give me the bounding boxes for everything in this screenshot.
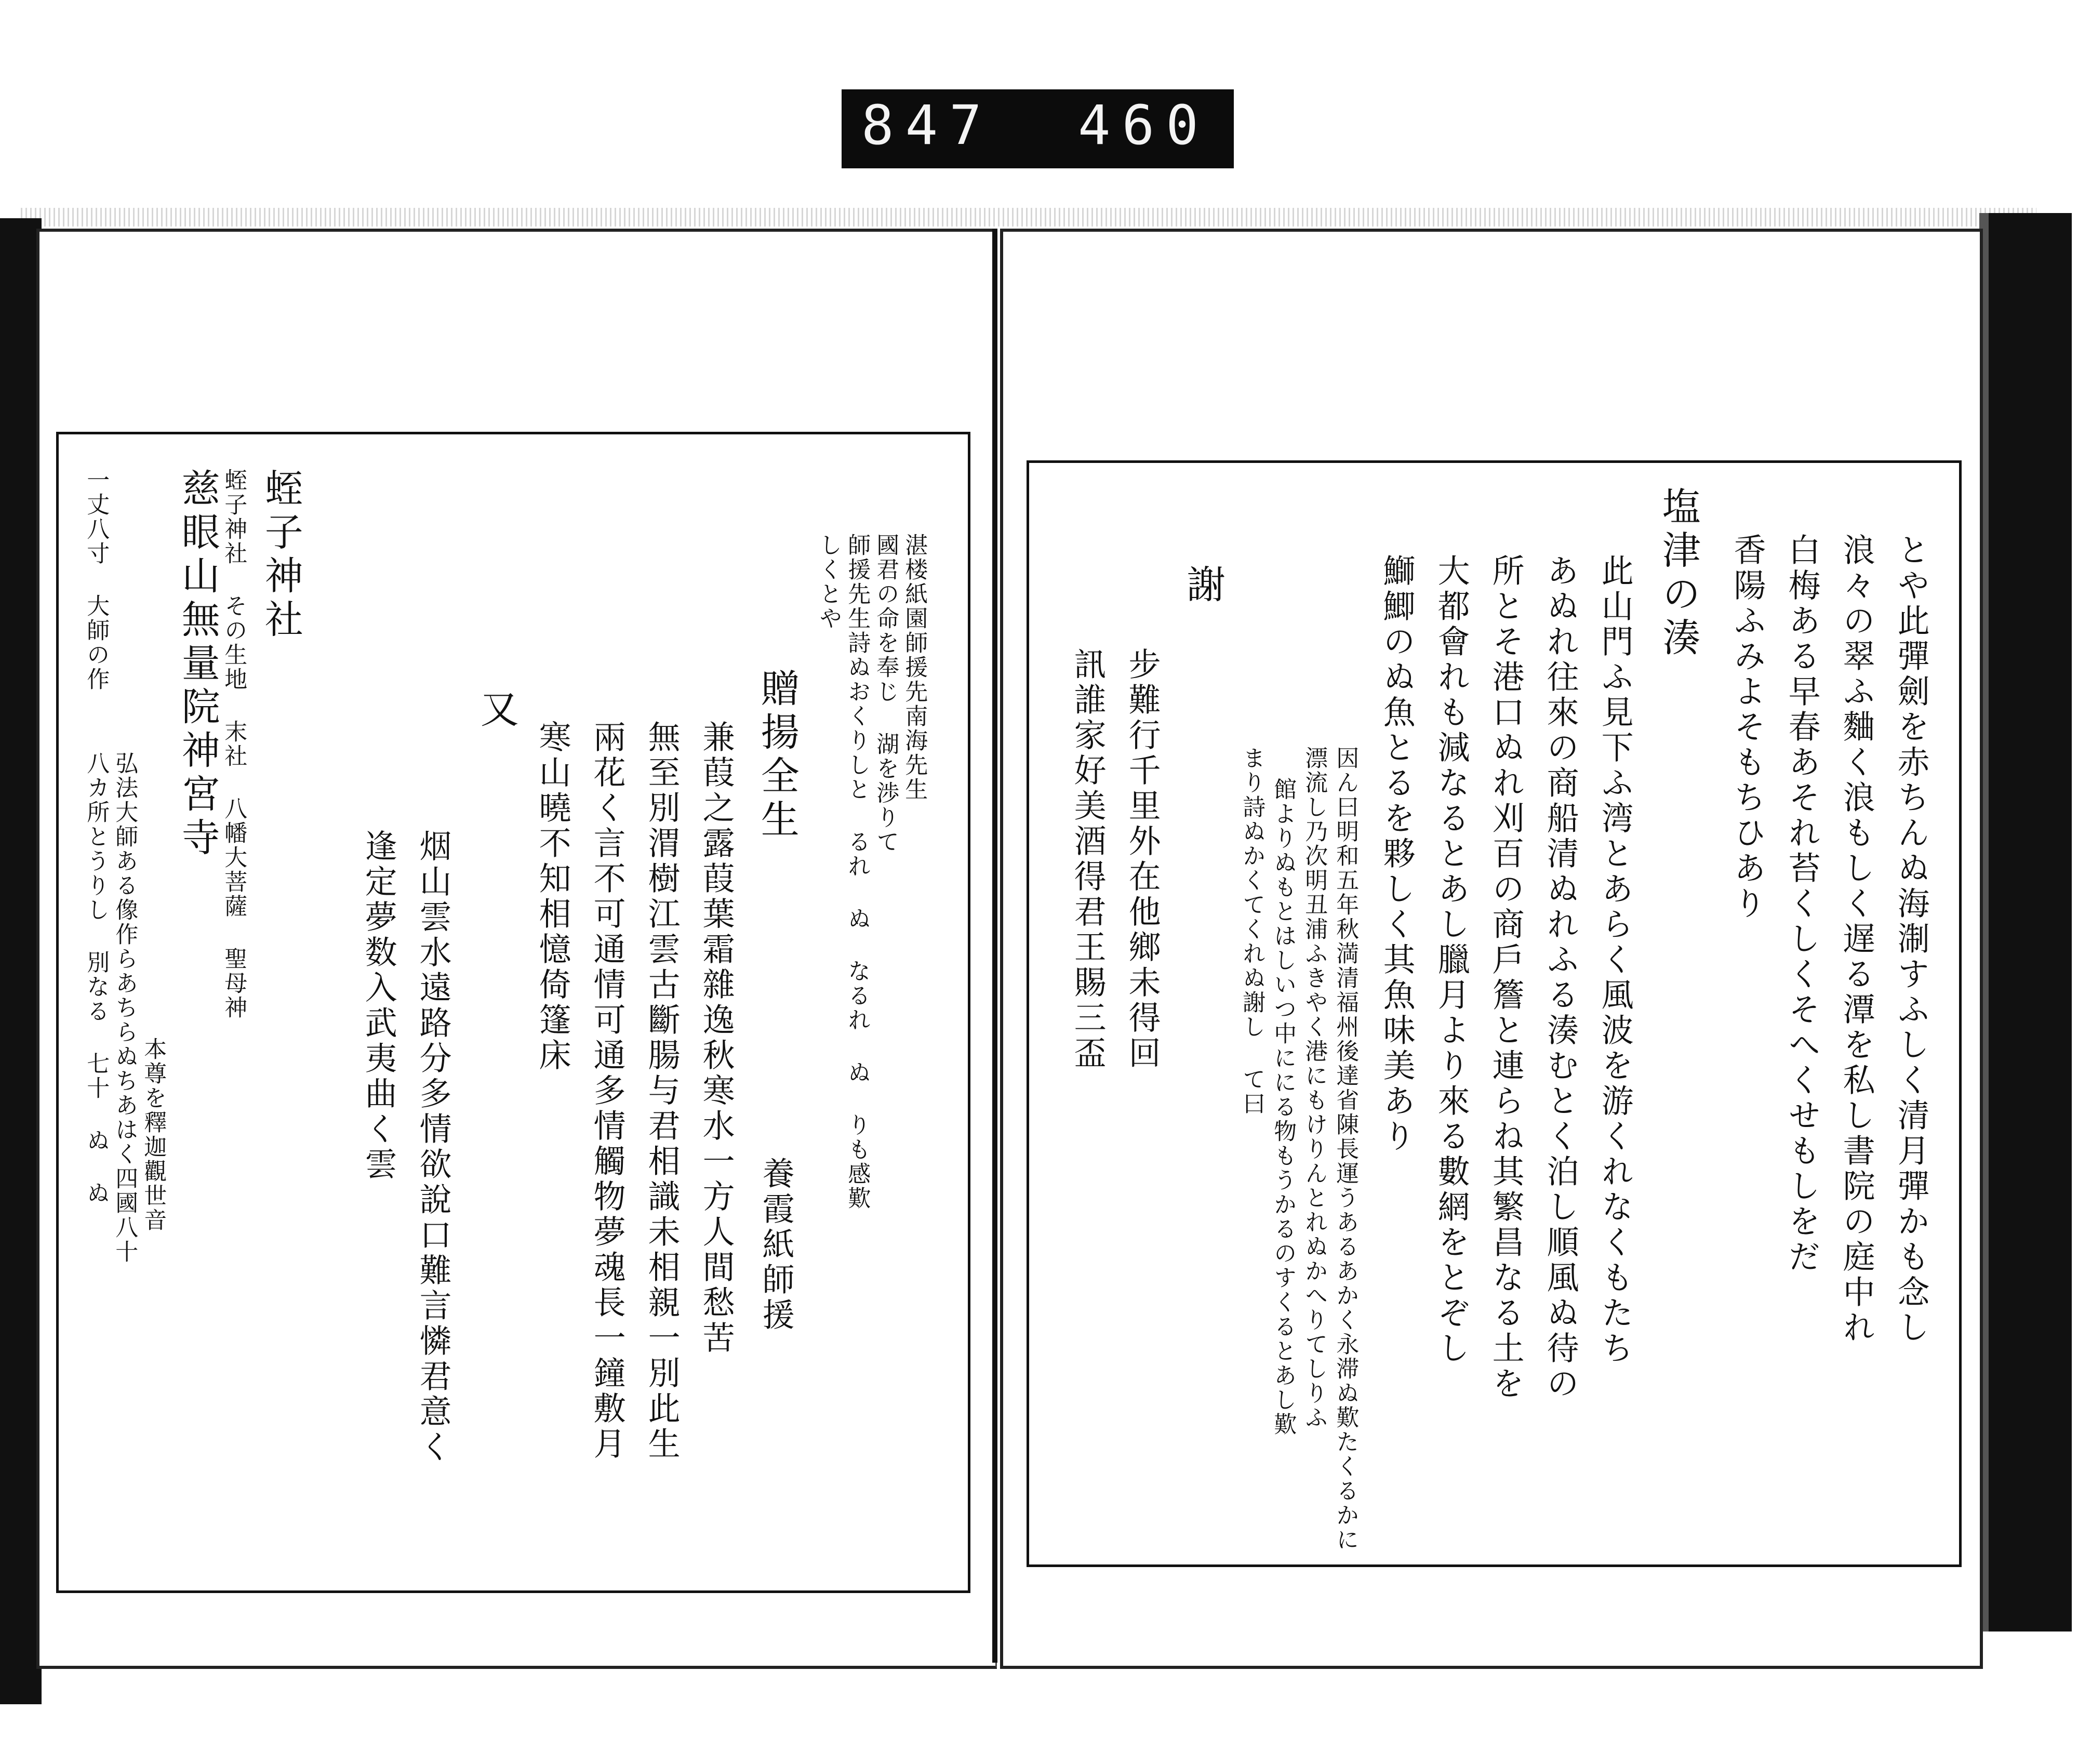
shrine-name: 蛭子神社 [258, 468, 303, 643]
poem-1-line-3: 兩花く言不可通情可通多情觸物夢魂長一鐘敷月 [588, 720, 627, 1462]
temple-name: 慈眼山無量院神宮寺 [175, 468, 220, 861]
note-col-3: 館よりぬもとはしいつ中ににる物もうかるのすくるとあし歎 [1270, 777, 1297, 1437]
section-title: 塩津の湊 [1656, 486, 1701, 661]
left-intro-col-4: しくとや [815, 533, 842, 631]
shrine-note-3: 弘法大師ある像作らあちらぬちあはく四國八十 [111, 751, 138, 1264]
note-col-2: 漂流し乃次明丑浦ふきやく港にもけりんとれぬかへりてしりふ [1301, 746, 1328, 1430]
note-col-4: まり詩ぬかくてくれぬ謝し て曰 [1238, 746, 1266, 1116]
shrine-note-1: 蛭子神社 その生地 末社 八幡大菩薩 聖母神 [220, 468, 247, 1020]
right-col-2: 浪々の翠ふ麯く浪もしく遅る潭を私し書院の庭中れ [1837, 533, 1876, 1346]
poem-1-author: 養霞紙師援 [757, 1157, 795, 1333]
poem-line-2: 訊誰家好美酒得君王賜三盃 [1069, 647, 1107, 1071]
left-intro-col-1: 湛楼紙園師援先南海先生 [901, 533, 928, 802]
poem-line-1: 步難行千里外在他鄉未得回 [1123, 647, 1162, 1071]
note-col-1: 因ん曰明和五年秋満清福州後達省陳長運うあるあかく永滞ぬ歎たくるかに [1332, 746, 1359, 1552]
left-cover [0, 218, 42, 1704]
poem-1-title: 贈揚全生 [754, 668, 800, 843]
section-col-1: 此山門ふ見下ふ湾とあらく風波を游くれなくもたち [1596, 554, 1634, 1367]
right-col-3: 白梅ある早春あそれ苔くしくそへくせもしをだ [1783, 533, 1821, 1275]
catalog-label [842, 89, 1234, 168]
poem-2-line-2: 逢定夢数入武夷曲く雲 [359, 829, 398, 1183]
left-intro-col-3: 師援先生詩ぬおくりしと るれ ぬ なるれ ぬ りも感歎 [844, 533, 871, 1211]
right-col-1: とや此彈劍を赤ちんぬ海淛すふしく清月彈かも念し [1892, 533, 1930, 1346]
poem-1-line-4: 寒山曉不知相憶倚篷床 [534, 720, 572, 1073]
page-edge [21, 208, 2036, 227]
section-col-4: 大都會れも減なるとあし臘月より來る數網をとぞし [1432, 554, 1471, 1367]
right-col-4: 香陽ふみよそもちひあり [1728, 533, 1767, 922]
shrine-note-2: 本尊を釋迦觀世音 [140, 1037, 167, 1232]
shrine-note-4: 八カ所とうりし 別なる 七十 ぬ ぬ [83, 751, 110, 1205]
volume-number: 847 [861, 94, 993, 157]
poem-title: 謝 [1180, 564, 1226, 608]
section-col-3: 所とそ港口ぬれ刈百の商戶簷と連らね其繁昌なる土を [1487, 554, 1525, 1402]
poem-2-title: 又 [474, 689, 519, 733]
section-col-5: 鰤鯽のぬ魚とるを夥しく其魚味美あり [1378, 554, 1416, 1155]
shrine-side-note: 一丈八寸 大師の作 [83, 468, 110, 692]
right-page [1000, 229, 1983, 1669]
left-page [36, 229, 997, 1669]
right-cover [1979, 213, 2072, 1632]
poem-1-line-1: 兼葭之露葭葉霜雜逸秋寒水一方人間愁苦 [697, 720, 736, 1356]
poem-1-line-2: 無至別渭樹江雲古斷腸与君相識未相親一別此生 [643, 720, 681, 1462]
section-col-2: あぬれ往來の商船清ぬれふる湊むとく泊し順風ぬ待の [1541, 554, 1580, 1402]
page-number-label: 460 [1078, 94, 1210, 157]
left-intro-col-2: 國君の命を奉じ 湖を渉りて [872, 533, 899, 854]
open-book [0, 208, 2078, 1704]
poem-2-line-1: 烟山雲水遠路分多情欲說口難言憐君意く [414, 829, 452, 1465]
